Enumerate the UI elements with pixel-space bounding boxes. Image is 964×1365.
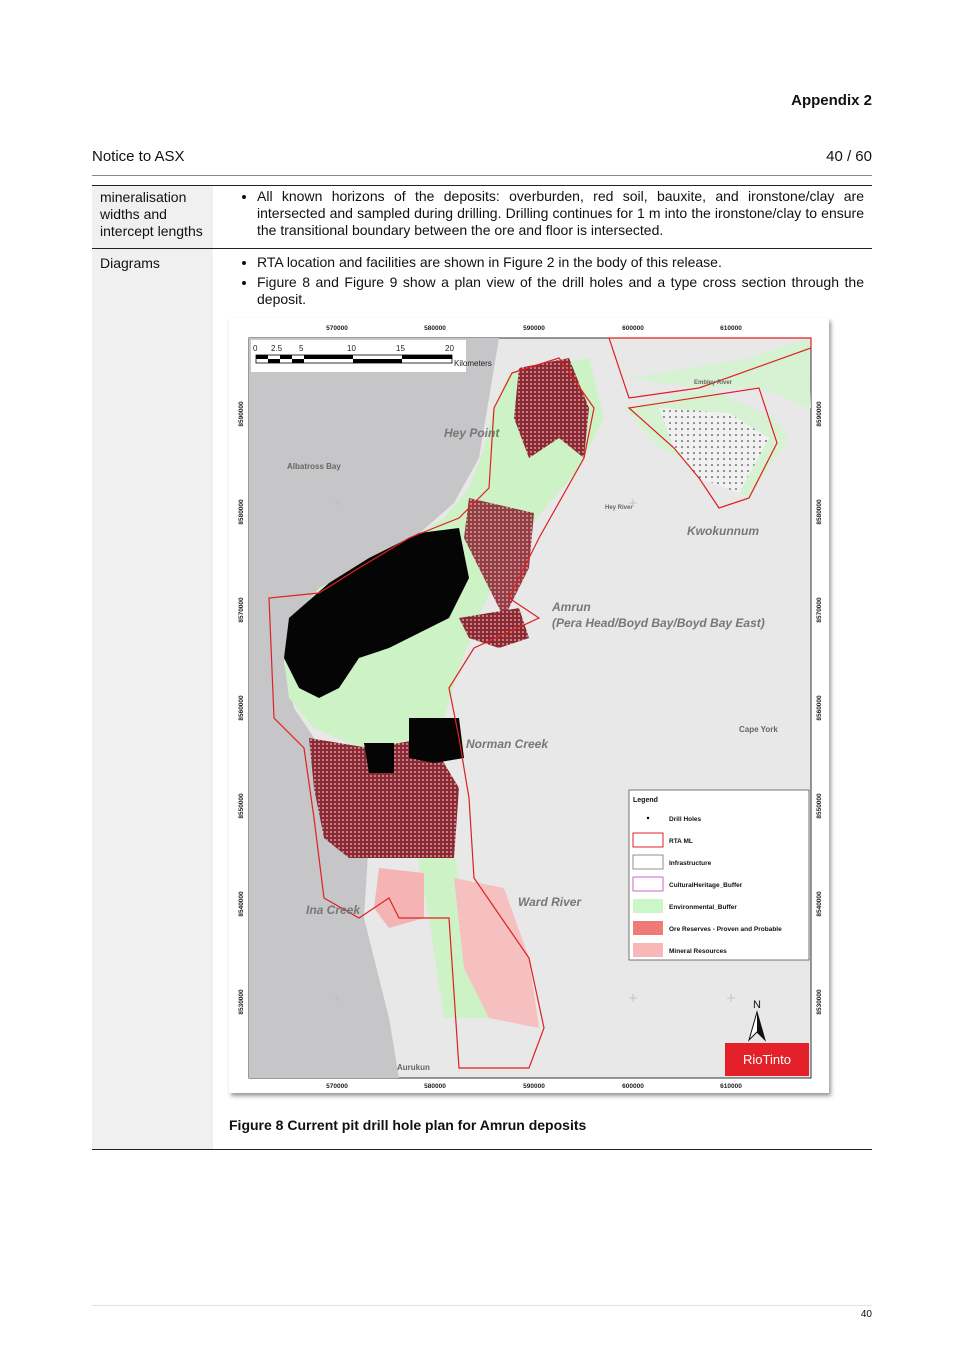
svg-text:RioTinto: RioTinto — [743, 1052, 791, 1067]
legend-drill-holes: Drill Holes — [669, 816, 702, 823]
place-amrun-deposits: (Pera Head/Boyd Bay/Boyd Bay East) — [552, 616, 765, 630]
place-albatross-bay: Albatross Bay — [287, 462, 341, 471]
row-label: Diagrams — [92, 249, 213, 1150]
northing-label: 8580000 — [816, 499, 823, 525]
place-aurukun: Aurukun — [397, 1063, 430, 1072]
header-page-count: 40 / 60 — [826, 148, 872, 165]
row-content — [213, 249, 872, 1150]
footer-rule — [92, 1305, 872, 1306]
amrun-map — [229, 318, 829, 1093]
header-rule — [92, 175, 872, 176]
map-legend — [629, 790, 809, 960]
riotinto-logo — [725, 1043, 809, 1076]
row-label: mineralisation widths and intercept lengths — [92, 186, 213, 249]
easting-label: 590000 — [523, 1083, 545, 1090]
legend-mineral-resources: Mineral Resources — [669, 948, 727, 955]
easting-label: 580000 — [424, 325, 446, 332]
easting-label: 610000 — [720, 325, 742, 332]
scale-tick: 2.5 — [271, 344, 283, 353]
place-norman-creek: Norman Creek — [466, 737, 549, 751]
northing-label: 8550000 — [238, 793, 245, 819]
criteria-table — [92, 185, 872, 1150]
northing-label: 8530000 — [816, 989, 823, 1015]
page-header — [92, 148, 872, 165]
scale-tick: 15 — [396, 344, 405, 353]
northing-label: 8560000 — [816, 695, 823, 721]
northing-label: 8570000 — [238, 597, 245, 623]
table-row — [92, 249, 872, 1150]
page-number: 40 — [860, 1309, 872, 1320]
place-kwokunnum: Kwokunnum — [687, 524, 759, 538]
legend-cultural-heritage: CulturalHeritage_Buffer — [669, 882, 743, 889]
place-hey-point: Hey Point — [444, 426, 500, 440]
easting-label: 570000 — [326, 325, 348, 332]
place-embley-river: Embley River — [694, 380, 733, 386]
legend-title: Legend — [633, 797, 658, 804]
figure-caption: Figure 8 Current pit drill hole plan for Amrun deposits — [229, 1117, 587, 1133]
legend-infrastructure: Infrastructure — [669, 860, 712, 867]
place-amrun: Amrun — [552, 600, 591, 614]
appendix-label: Appendix 2 — [791, 92, 872, 109]
northing-label: 8590000 — [816, 401, 823, 427]
scale-unit: Kilometers — [454, 359, 492, 368]
place-cape-york: Cape York — [739, 725, 778, 734]
bullet-item: • RTA location and facilities are shown in Figure 2 in the body of this release. — [257, 254, 864, 271]
legend-ore-reserves: Ore Reserves - Proven and Probable — [669, 926, 782, 933]
northing-label: 8530000 — [238, 989, 245, 1015]
northing-label: 8560000 — [238, 695, 245, 721]
north-label: N — [753, 999, 761, 1011]
map-figure — [229, 318, 829, 1093]
easting-label: 590000 — [523, 325, 545, 332]
northing-label: 8590000 — [238, 401, 245, 427]
place-ina-creek: Ina Creek — [306, 903, 361, 917]
scale-tick: 10 — [347, 344, 356, 353]
easting-label: 600000 — [622, 1083, 644, 1090]
northing-label: 8570000 — [816, 597, 823, 623]
table-row — [92, 186, 872, 249]
header-left: Notice to ASX — [92, 148, 185, 165]
scale-tick: 0 — [253, 344, 258, 353]
row-content — [213, 186, 872, 249]
northing-label: 8540000 — [816, 891, 823, 917]
place-ward-river: Ward River — [518, 895, 582, 909]
legend-rta-ml: RTA ML — [669, 838, 693, 845]
easting-label: 600000 — [622, 325, 644, 332]
northing-label: 8540000 — [238, 891, 245, 917]
bullet-item: • Figure 8 and Figure 9 show a plan view of the drill holes and a type cross section through the deposit. — [257, 274, 864, 308]
legend-environmental-buffer: Environmental_Buffer — [669, 904, 737, 911]
easting-label: 610000 — [720, 1083, 742, 1090]
easting-label: 580000 — [424, 1083, 446, 1090]
place-hey-river: Hey River — [605, 505, 633, 511]
easting-label: 570000 — [326, 1083, 348, 1090]
scale-tick: 5 — [299, 344, 304, 353]
scale-tick: 20 — [445, 344, 454, 353]
northing-label: 8550000 — [816, 793, 823, 819]
northing-label: 8580000 — [238, 499, 245, 525]
scale-bar — [251, 340, 492, 372]
bullet-item: • All known horizons of the deposits: overburden, red soil, bauxite, and ironstone/clay are intersected and sampled during drilling. Drilling continues for 1 m into the ironstone/clay to ensure the transitional boundary between the ore and floor is intersected. — [257, 188, 864, 239]
